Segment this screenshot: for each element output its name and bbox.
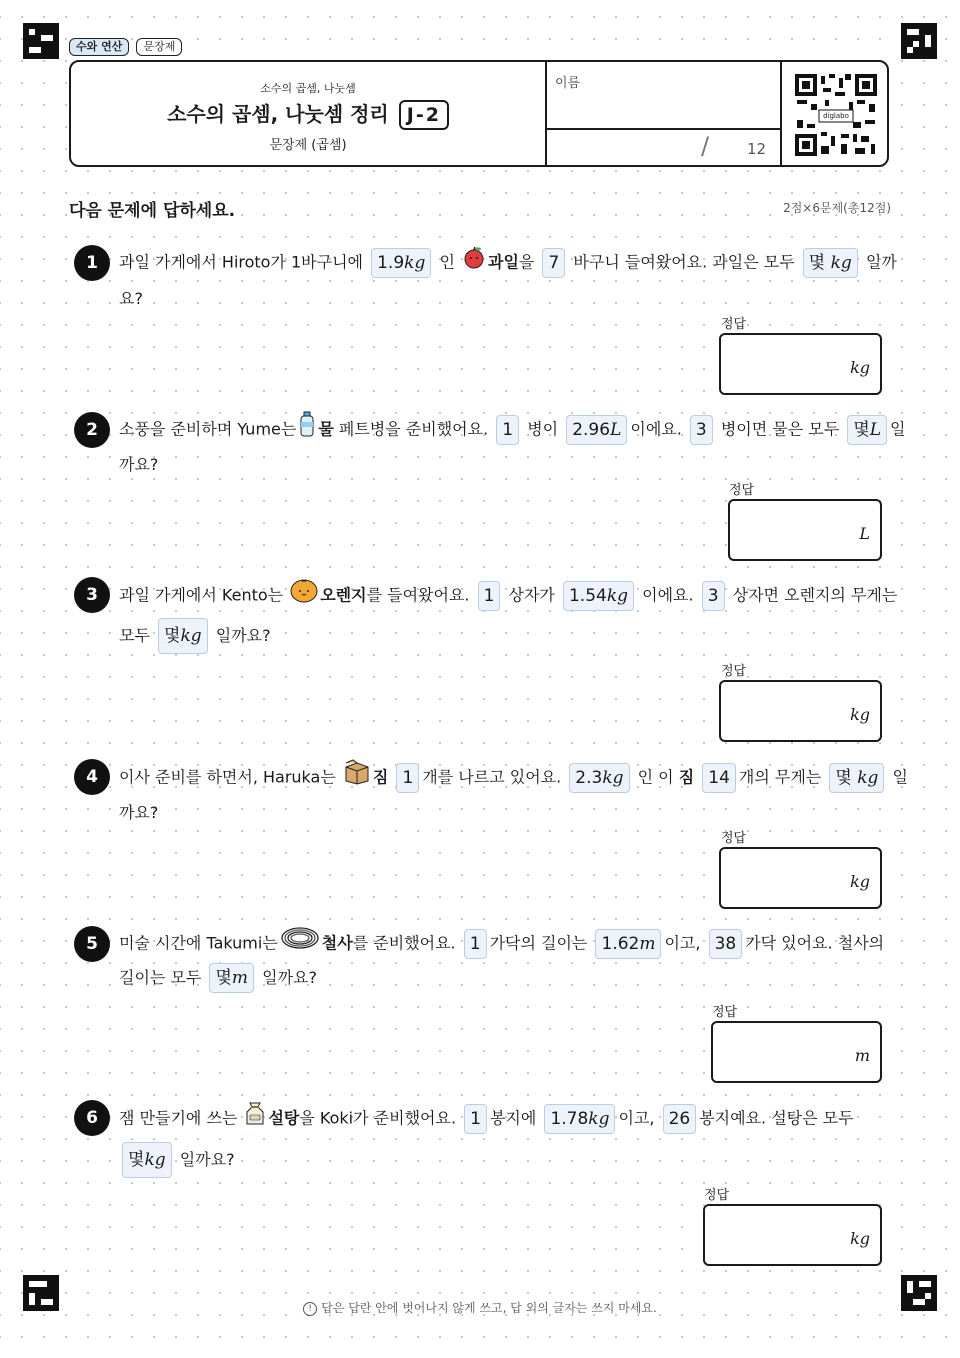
question-number: 2 (74, 412, 110, 448)
qr-code (795, 74, 877, 156)
question-text-line1: 과일 가게에서 Kento는 오렌지를 들여왔어요. 1 상자가 1.54kg 이에요. 3 상자면 오렌지의 무게는 (119, 577, 897, 615)
question-text-line2: 까요? (119, 803, 159, 822)
corner-marker-top-right (901, 23, 937, 59)
footer-note: ! 답은 답란 안에 벗어나지 않게 쓰고, 답 외의 글자는 쓰지 마세요. (0, 1299, 960, 1316)
question-number: 4 (74, 759, 110, 795)
qr-caption: diglabo (823, 112, 849, 120)
answer-box[interactable] (719, 680, 882, 742)
page-title: 소수의 곱셈, 나눗셈 정리 (167, 102, 389, 126)
tag-type: 문장제 (136, 38, 182, 56)
box-icon (343, 759, 371, 797)
orange-icon (290, 577, 318, 615)
answer-label: 정답 (729, 483, 755, 498)
points-info: 2점×6문제(총12점) (783, 201, 891, 215)
tag-subject: 수와 연산 (69, 38, 129, 56)
worksheet-header (69, 60, 889, 167)
answer-label: 정답 (721, 831, 747, 846)
corner-marker-top-left (23, 23, 59, 59)
answer-box[interactable] (719, 333, 882, 395)
instructions: 다음 문제에 답하세요. (69, 201, 236, 221)
water-bottle-icon (298, 411, 316, 449)
answer-box[interactable] (719, 847, 882, 909)
score-total: 12 (747, 140, 767, 158)
question-text-line2: 길이는 모두 몇m 일까요? (119, 961, 317, 995)
name-label: 이름 (555, 76, 581, 91)
answer-label: 정답 (712, 1005, 738, 1020)
tag-row (69, 35, 182, 56)
answer-label: 정답 (704, 1188, 730, 1203)
sugar-bag-icon (244, 1100, 266, 1138)
apple-icon (462, 245, 486, 281)
answer-box[interactable] (711, 1021, 882, 1083)
question-text-line1: 소풍을 준비하며 Yume는 물 페트병을 준비했어요. 1 병이 2.96L 이에요. 3 병이면 물은 모두 몇L 일 (119, 411, 906, 449)
answer-unit: kg (850, 1229, 870, 1248)
question-number: 5 (74, 926, 110, 962)
header-category: 문장제 (곱셈) (269, 138, 347, 153)
wire-icon (280, 926, 320, 962)
question-text-line2: 모두 몇kg 일까요? (119, 618, 271, 654)
name-field[interactable] (547, 64, 778, 126)
answer-unit: kg (850, 872, 870, 891)
answer-unit: L (859, 524, 870, 543)
level-badge: J-2 (399, 100, 449, 130)
question-text-line2: 요? (119, 289, 143, 308)
question-number: 1 (74, 245, 110, 281)
question-text-line1: 과일 가게에서 Hiroto가 1바구니에 1.9kg 인 과일을 7 바구니 들여왔어요. 과일은 모두 몇 kg 일까 (119, 245, 897, 281)
question-text-line2: 까요? (119, 455, 159, 474)
question-text-line1: 미술 시간에 Takumi는 철사를 준비했어요. 1 가닥의 길이는 1.62m 이고, 38 가닥 있어요. 철사의 (119, 926, 884, 962)
answer-unit: kg (850, 705, 870, 724)
answer-label: 정답 (721, 317, 747, 332)
answer-unit: m (854, 1046, 870, 1065)
question-text-line1: 잼 만들기에 쓰는 설탕을 Koki가 준비했어요. 1 봉지에 1.78kg 이고, 26 봉지예요. 설탕은 모두 (119, 1100, 854, 1138)
header-title-row (71, 98, 545, 130)
question-number: 3 (74, 577, 110, 613)
answer-unit: kg (850, 358, 870, 377)
question-number: 6 (74, 1100, 110, 1136)
answer-box[interactable] (728, 499, 882, 561)
answer-box[interactable] (703, 1204, 882, 1266)
info-icon: ! (303, 1302, 317, 1316)
question-text-line1: 이사 준비를 하면서, Haruka는 짐 1 개를 나르고 있어요. 2.3kg 인 이 짐 14 개의 무게는 몇 kg 일 (119, 759, 908, 797)
score-slash: / (701, 132, 710, 160)
question-text-line2: 몇kg 일까요? (119, 1142, 235, 1178)
answer-label: 정답 (721, 664, 747, 679)
header-subtitle: 소수의 곱셈, 나눗셈 (260, 82, 356, 95)
